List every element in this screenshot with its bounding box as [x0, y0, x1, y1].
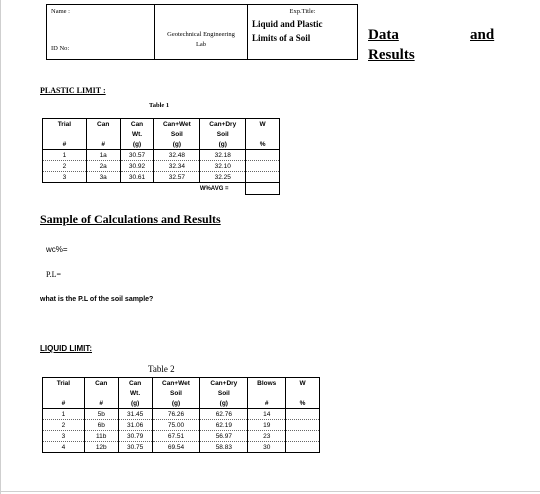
header-cell: Can+Wet [152, 378, 200, 389]
table-cell: 4 [43, 442, 85, 453]
table-cell: 31.45 [118, 409, 152, 420]
exp-title-line2: Limits of a Soil [252, 33, 311, 43]
table2-header-row [43, 388, 320, 398]
header-cell: Wt. [120, 129, 154, 139]
table-cell: 1 [43, 409, 85, 420]
header-lab-cell [155, 5, 248, 59]
table1-caption: Table 1 [149, 102, 170, 109]
table-cell: 14 [248, 409, 286, 420]
table-cell: 58.83 [200, 442, 248, 453]
table-cell: 32.57 [154, 172, 200, 183]
table-cell: 6b [84, 420, 118, 431]
page-bottom-edge [0, 491, 540, 492]
header-cell [43, 388, 85, 398]
header-cell: (g) [154, 139, 200, 150]
table1-header-row [43, 139, 280, 150]
lab-name-line1: Geotechnical Engineering [167, 31, 235, 38]
table-cell [246, 172, 280, 183]
header-cell: Can+Dry [200, 119, 246, 130]
wc-label: wc%= [46, 245, 68, 254]
table-cell [246, 150, 280, 161]
header-cell [246, 129, 280, 139]
data-results-word2: and [470, 27, 495, 43]
table-cell: 56.97 [200, 431, 248, 442]
table-cell: 30 [248, 442, 286, 453]
table-cell: 30.75 [118, 442, 152, 453]
id-label: ID No: [51, 45, 70, 52]
header-cell: Blows [248, 378, 286, 389]
table-cell: 62.76 [200, 409, 248, 420]
table-cell: 32.48 [154, 150, 200, 161]
table-row [43, 420, 320, 431]
table-row [43, 431, 320, 442]
table-cell: 30.79 [118, 431, 152, 442]
table-cell: 2 [43, 161, 87, 172]
table-cell: 3 [43, 431, 85, 442]
table-cell: 30.61 [120, 172, 154, 183]
header-cell: Can [118, 378, 152, 389]
table-cell: 32.10 [200, 161, 246, 172]
header-cell: Soil [154, 129, 200, 139]
header-cell: % [286, 398, 320, 409]
header-cell: Wt. [118, 388, 152, 398]
page-left-edge [0, 0, 1, 494]
header-cell: # [43, 398, 85, 409]
header-cell [286, 388, 320, 398]
header-cell: Soil [200, 388, 248, 398]
pl-label: P.L= [46, 270, 61, 279]
header-name-cell [47, 5, 155, 59]
table-cell: 32.25 [200, 172, 246, 183]
table-cell [286, 420, 320, 431]
exp-title-line1: Liquid and Plastic [252, 19, 323, 29]
table-cell: 12b [84, 442, 118, 453]
header-cell [84, 388, 118, 398]
table-row [43, 150, 280, 161]
data-results-word3: Results [368, 47, 415, 63]
table-cell: 19 [248, 420, 286, 431]
header-cell [248, 388, 286, 398]
header-cell: Trial [43, 119, 87, 130]
header-cell: Can+Wet [154, 119, 200, 130]
table1-header-row [43, 129, 280, 139]
table-cell: 11b [84, 431, 118, 442]
header-cell: Can+Dry [200, 378, 248, 389]
table2-header-row [43, 378, 320, 389]
table-cell: 3 [43, 172, 87, 183]
header-cell: (g) [152, 398, 200, 409]
table2-header-row [43, 398, 320, 409]
header-cell: Can [86, 119, 120, 130]
plastic-limit-heading: PLASTIC LIMIT : [40, 86, 106, 95]
table-cell: 1a [86, 150, 120, 161]
table-cell: 2a [86, 161, 120, 172]
w-avg-label: W%AVG = [199, 185, 229, 192]
table-cell: 32.18 [200, 150, 246, 161]
lab-name-line2: Lab [195, 41, 207, 48]
table-cell: 30.92 [120, 161, 154, 172]
liquid-limit-heading: LIQUID LIMIT: [40, 344, 92, 353]
header-cell: % [246, 139, 280, 150]
table-cell: 5b [84, 409, 118, 420]
table-cell: 67.51 [152, 431, 200, 442]
table-cell: 31.06 [118, 420, 152, 431]
header-cell [43, 129, 87, 139]
table-cell: 62.19 [200, 420, 248, 431]
table-cell [246, 161, 280, 172]
table-row [43, 442, 320, 453]
header-cell: Trial [43, 378, 85, 389]
table-cell: 23 [248, 431, 286, 442]
data-results-word1: Data [368, 27, 399, 43]
table-cell: 1 [43, 150, 87, 161]
liquid-limit-table [42, 377, 320, 453]
header-box [46, 4, 358, 60]
table-row [43, 172, 280, 183]
table-cell: 2 [43, 420, 85, 431]
table1-header-row [43, 119, 280, 130]
header-cell: # [86, 139, 120, 150]
calculations-heading: Sample of Calculations and Results [40, 212, 221, 226]
header-cell: # [84, 398, 118, 409]
header-cell: Soil [152, 388, 200, 398]
table-cell: 30.57 [120, 150, 154, 161]
table-cell [286, 442, 320, 453]
header-cell: Soil [200, 129, 246, 139]
table-row [43, 161, 280, 172]
avg-row [43, 183, 280, 195]
table-cell: 75.00 [152, 420, 200, 431]
header-cell: (g) [200, 139, 246, 150]
header-cell: # [43, 139, 87, 150]
table2-caption: Table 2 [148, 364, 175, 374]
pl-question: what is the P.L of the soil sample? [40, 296, 154, 303]
header-cell: (g) [120, 139, 154, 150]
table-row [43, 409, 320, 420]
header-cell: W [246, 119, 280, 130]
table-cell [286, 431, 320, 442]
table-cell: 3a [86, 172, 120, 183]
table-cell: 69.54 [152, 442, 200, 453]
header-cell [86, 129, 120, 139]
table-cell: 32.34 [154, 161, 200, 172]
header-cell: W [286, 378, 320, 389]
exp-title-label: Exp.Title: [289, 8, 316, 15]
table-cell: 76.26 [152, 409, 200, 420]
header-cell: # [248, 398, 286, 409]
header-cell: (g) [200, 398, 248, 409]
header-cell: (g) [118, 398, 152, 409]
name-label: Name : [51, 8, 70, 15]
header-cell: Can [120, 119, 154, 130]
plastic-limit-table [42, 118, 280, 195]
header-title-cell [248, 5, 357, 59]
header-cell: Can [84, 378, 118, 389]
table-cell [286, 409, 320, 420]
w-avg-value [246, 183, 280, 195]
